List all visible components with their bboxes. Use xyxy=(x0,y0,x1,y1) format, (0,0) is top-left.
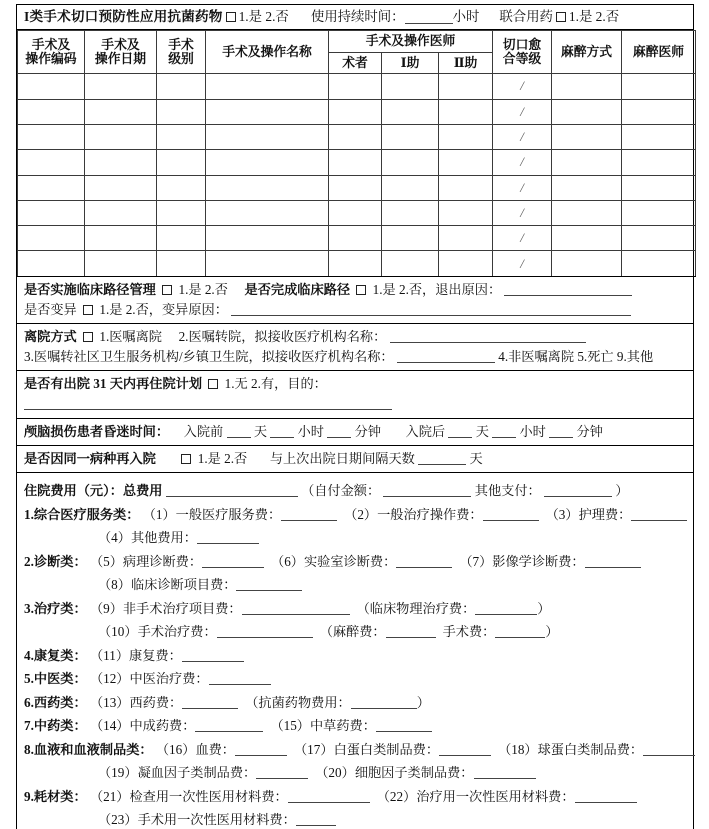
cost-category-name: 治疗类： xyxy=(33,600,87,616)
cell-code[interactable] xyxy=(18,175,85,200)
cost-item-index: （5） xyxy=(89,553,123,569)
cost-item-index: （4） xyxy=(98,530,131,546)
table-row[interactable] xyxy=(18,125,696,150)
cost-item-label: 细胞因子类制品费： xyxy=(354,765,474,781)
same-disease-readmission-section xyxy=(17,446,693,473)
combo-drug-label: 联合用药 xyxy=(499,8,553,24)
cost-item-input[interactable] xyxy=(182,695,238,709)
coma-before-minutes-input[interactable] xyxy=(327,424,351,438)
coma-before-minute-unit: 分钟 xyxy=(354,423,381,439)
cost-category-line xyxy=(24,785,687,809)
coma-before-days-input[interactable] xyxy=(227,424,251,438)
cost-category-line xyxy=(24,738,687,762)
cost-item-label: 检查用一次性医用材料费： xyxy=(129,788,288,804)
cost-item-label: 手术费： xyxy=(442,624,496,640)
readmit-same-options: 1.是 2.否 xyxy=(197,450,248,466)
cell-level[interactable] xyxy=(157,74,206,99)
pathway-implement-checkbox[interactable] xyxy=(162,285,172,295)
cost-item-index: （19） xyxy=(98,765,138,781)
cost-item-index: （3） xyxy=(545,506,579,522)
pathway-implement-options: 1.是 2.否 xyxy=(178,281,228,297)
cost-item-input[interactable] xyxy=(439,742,491,756)
cost-item-index: （8） xyxy=(98,577,131,593)
antibiotic-checkbox[interactable] xyxy=(226,12,236,22)
cost-category-line xyxy=(24,644,687,668)
cost-item-input[interactable] xyxy=(575,789,637,803)
cost-category-line xyxy=(24,573,687,597)
cost-item-label: （麻醉费： xyxy=(319,624,386,640)
cost-item-input[interactable] xyxy=(182,648,244,662)
cell-date[interactable] xyxy=(85,226,157,251)
cost-item-index: （2） xyxy=(344,506,378,522)
table-row[interactable] xyxy=(18,200,696,225)
cost-item-label: 治疗用一次性医用材料费： xyxy=(416,788,575,804)
cell-anesthesia[interactable] xyxy=(552,175,622,200)
cost-item-label: 中草药费： xyxy=(310,718,376,734)
cost-item-index: （15） xyxy=(270,718,310,734)
cost-item-input[interactable] xyxy=(217,624,313,638)
cost-item-label: 一般医疗服务费： xyxy=(175,506,282,522)
cost-item-input[interactable] xyxy=(483,507,539,521)
cell-anesthesia[interactable] xyxy=(552,150,622,175)
coma-after-admission-label: 入院后 xyxy=(405,423,446,439)
cell-date[interactable] xyxy=(85,99,157,124)
cost-item-index: （1） xyxy=(142,506,176,522)
table-header-row-1 xyxy=(18,31,696,53)
antibiotic-options: 1.是 2.否 xyxy=(238,8,289,24)
discharge-option-3: 3.医嘱转社区卫生服务机构/乡镇卫生院，拟接收医疗机构名称： xyxy=(24,349,394,365)
cost-item-tail: ） xyxy=(416,694,430,710)
antibiotic-title: I类手术切口预防性应用抗菌药物 xyxy=(24,9,223,25)
surgery-table-wrapper xyxy=(17,30,693,277)
cost-item-index: （6） xyxy=(271,553,304,569)
cost-item-input[interactable] xyxy=(202,554,264,568)
cost-item-input[interactable] xyxy=(474,765,536,779)
cell-wound[interactable]: / xyxy=(493,99,552,124)
cell-anesthetist[interactable] xyxy=(622,251,696,276)
discharge-option-1: 1.医嘱离院 xyxy=(99,328,162,344)
cell-surgeon[interactable] xyxy=(329,74,382,99)
cost-item-input[interactable] xyxy=(351,695,417,709)
cost-item-tail: ） xyxy=(545,624,559,640)
cost-item-index: （22） xyxy=(376,788,417,804)
cell-date[interactable] xyxy=(85,125,157,150)
cost-item-label: 临床诊断项目费： xyxy=(130,577,237,593)
table-row[interactable] xyxy=(18,175,696,200)
cost-item-label: 手术治疗费： xyxy=(137,624,217,640)
cost-category-line xyxy=(24,620,687,644)
discharge-option-tail: 4.非医嘱离院 5.死亡 9.其他 xyxy=(498,349,654,365)
form-frame xyxy=(16,4,694,829)
cost-category-number: 6. xyxy=(24,694,34,710)
antibiotic-prophylaxis-row xyxy=(17,5,693,30)
cell-assist2[interactable] xyxy=(439,226,493,251)
cost-total-row xyxy=(24,479,687,503)
cell-date[interactable] xyxy=(85,150,157,175)
readmission-plan-section xyxy=(17,371,693,419)
cell-surgeon[interactable] xyxy=(329,99,382,124)
cell-wound[interactable]: / xyxy=(493,74,552,99)
cost-item-label: 护理费： xyxy=(578,506,632,522)
cost-item-input[interactable] xyxy=(236,577,302,591)
cell-anesthetist[interactable] xyxy=(622,125,696,150)
cost-item-input[interactable] xyxy=(296,812,336,826)
duration-unit: 小时 xyxy=(452,8,480,24)
cost-item-index: （17） xyxy=(294,741,334,757)
cell-anesthesia[interactable] xyxy=(552,74,622,99)
col-anesthesia-method: 麻醉方式 xyxy=(552,31,622,74)
self-pay-label: （自付金额： xyxy=(301,483,381,499)
table-row[interactable] xyxy=(18,226,696,251)
other-pay-input[interactable] xyxy=(544,483,612,497)
cost-category-number: 5. xyxy=(24,671,34,687)
cell-anesthetist[interactable] xyxy=(622,226,696,251)
combo-drug-checkbox[interactable] xyxy=(556,12,566,22)
cell-surgeon[interactable] xyxy=(329,251,382,276)
cell-wound[interactable]: / xyxy=(493,175,552,200)
cost-item-input[interactable] xyxy=(643,742,695,756)
cell-assist1[interactable] xyxy=(382,200,439,225)
cost-item-index: （10） xyxy=(98,624,138,640)
cell-anesthetist[interactable] xyxy=(622,175,696,200)
cost-item-label: （临床物理治疗费： xyxy=(356,600,476,616)
cell-assist2[interactable] xyxy=(439,200,493,225)
coma-before-hours-input[interactable] xyxy=(270,424,294,438)
cell-assist1[interactable] xyxy=(382,175,439,200)
cell-name[interactable] xyxy=(206,74,329,99)
cell-assist2[interactable] xyxy=(439,150,493,175)
cost-category-number: 8. xyxy=(24,741,34,757)
readmit-plan-options: 1.无 2.有，目的： xyxy=(224,375,327,391)
cost-item-label: 中医治疗费： xyxy=(129,671,209,687)
self-pay-input[interactable] xyxy=(383,483,471,497)
cell-code[interactable] xyxy=(18,200,85,225)
cell-wound[interactable]: / xyxy=(493,251,552,276)
close-paren: ） xyxy=(615,483,629,499)
cost-item-label: 其他费用： xyxy=(130,530,197,546)
cost-item-input[interactable] xyxy=(195,718,263,732)
pathway-variance-reason-input[interactable] xyxy=(231,302,631,316)
cost-item-input[interactable] xyxy=(209,671,271,685)
readmit-interval-label: 与上次出院日期间隔天数 xyxy=(269,450,415,466)
cost-item-index: （9） xyxy=(89,600,123,616)
cost-item-input[interactable] xyxy=(281,507,337,521)
cell-surgeon[interactable] xyxy=(329,200,382,225)
coma-after-minutes-input[interactable] xyxy=(549,424,573,438)
pathway-complete-options: 1.是 2.否，退出原因： xyxy=(372,281,502,297)
discharge-method-section xyxy=(17,324,693,371)
col-operation-code-l2: 操作编码 xyxy=(25,52,77,67)
cell-anesthesia[interactable] xyxy=(552,125,622,150)
cell-assist2[interactable] xyxy=(439,99,493,124)
cell-code[interactable] xyxy=(18,150,85,175)
col-assistant-2: Ⅱ助 xyxy=(439,52,493,74)
cell-surgeon[interactable] xyxy=(329,175,382,200)
col-operation-level xyxy=(157,31,206,74)
cost-item-input[interactable] xyxy=(288,789,370,803)
table-row[interactable] xyxy=(18,99,696,124)
cost-category-line xyxy=(24,503,687,527)
cost-item-label: 血费： xyxy=(195,741,235,757)
cost-item-label: 非手术治疗项目费： xyxy=(122,600,242,616)
cost-category-name: 中医类： xyxy=(33,671,87,687)
cell-assist1[interactable] xyxy=(382,150,439,175)
cost-item-label: 一般治疗操作费： xyxy=(377,506,483,522)
cost-category-line xyxy=(24,526,687,550)
cell-date[interactable] xyxy=(85,251,157,276)
readmit-plan-checkbox[interactable] xyxy=(208,379,218,389)
col-operation-name: 手术及操作名称 xyxy=(206,31,329,74)
cost-category-number: 7. xyxy=(24,718,34,734)
cell-anesthesia[interactable] xyxy=(552,200,622,225)
cell-code[interactable] xyxy=(18,74,85,99)
cost-item-index: （21） xyxy=(89,788,130,804)
cost-category-line xyxy=(24,597,687,621)
col-surgeon: 术者 xyxy=(329,52,382,74)
cost-item-label: 病理诊断费： xyxy=(122,553,203,569)
coma-after-hour-unit: 小时 xyxy=(519,423,546,439)
discharge-line-1 xyxy=(24,327,687,347)
coma-after-minute-unit: 分钟 xyxy=(576,423,603,439)
cost-category-name: 西药类： xyxy=(33,694,87,710)
cost-item-input[interactable] xyxy=(495,624,545,638)
cost-category-name: 中药类： xyxy=(33,718,87,734)
col-anesthetist: 麻醉医师 xyxy=(622,31,696,74)
discharge-title: 离院方式 xyxy=(24,328,77,344)
cost-item-index: （13） xyxy=(89,694,130,710)
pathway-complete-checkbox[interactable] xyxy=(356,285,366,295)
cell-date[interactable] xyxy=(85,175,157,200)
readmit-interval-unit: 天 xyxy=(469,450,483,466)
cell-name[interactable] xyxy=(206,150,329,175)
cost-item-input[interactable] xyxy=(235,742,287,756)
discharge-community-institution-input[interactable] xyxy=(397,349,495,363)
cell-code[interactable] xyxy=(18,125,85,150)
cell-wound[interactable]: / xyxy=(493,226,552,251)
col-wound-healing-grade-l1: 切口愈 xyxy=(502,37,542,52)
clinical-pathway-section xyxy=(17,277,693,324)
cost-item-index: （14） xyxy=(89,718,130,734)
table-row[interactable] xyxy=(18,251,696,276)
duration-label: 使用持续时间： xyxy=(310,8,405,24)
cell-name[interactable] xyxy=(206,251,329,276)
col-operation-date-l2: 操作日期 xyxy=(94,52,147,67)
cell-surgeon[interactable] xyxy=(329,125,382,150)
cost-category-line xyxy=(24,667,687,691)
cost-item-label: 西药费： xyxy=(129,694,183,710)
cell-name[interactable] xyxy=(206,226,329,251)
cost-item-label: 实验室诊断费： xyxy=(304,553,397,569)
cost-item-input[interactable] xyxy=(242,601,350,615)
readmit-plan-label: 是否有出院 31 天内再住院计划 xyxy=(24,375,203,391)
cell-name[interactable] xyxy=(206,175,329,200)
cost-item-label: 白蛋白类制品费： xyxy=(333,741,440,757)
coma-after-day-unit: 天 xyxy=(475,423,489,439)
coma-label: 颅脑损伤患者昏迷时间： xyxy=(24,423,170,439)
col-operation-code-l1: 手术及 xyxy=(31,37,71,52)
cell-assist1[interactable] xyxy=(382,99,439,124)
discharge-transfer-institution-input[interactable] xyxy=(390,329,586,343)
cell-level[interactable] xyxy=(157,150,206,175)
cell-level[interactable] xyxy=(157,226,206,251)
readmit-same-label: 是否因同一病种再入院 xyxy=(24,450,156,466)
cost-item-label: 中成药费： xyxy=(129,718,196,734)
cost-item-input[interactable] xyxy=(386,624,436,638)
cost-item-input[interactable] xyxy=(396,554,452,568)
col-wound-healing-grade-l2: 合等级 xyxy=(502,52,542,67)
cost-category-name: 诊断类： xyxy=(33,553,87,569)
cell-assist1[interactable] xyxy=(382,74,439,99)
cost-item-index: （20） xyxy=(315,765,355,781)
cell-code[interactable] xyxy=(18,226,85,251)
col-operation-level-l1: 手术 xyxy=(168,37,194,52)
pathway-line-2 xyxy=(24,300,687,320)
cell-wound[interactable]: / xyxy=(493,150,552,175)
cell-level[interactable] xyxy=(157,200,206,225)
cell-anesthesia[interactable] xyxy=(552,226,622,251)
cell-level[interactable] xyxy=(157,125,206,150)
cost-item-label: 影像学诊断费： xyxy=(492,553,585,569)
cost-category-number: 1. xyxy=(24,506,34,522)
cost-category-line xyxy=(24,761,687,785)
cell-assist2[interactable] xyxy=(439,175,493,200)
costs-title: 住院费用（元）：总费用 xyxy=(24,483,163,499)
cost-category-number: 9. xyxy=(24,788,34,804)
cell-assist1[interactable] xyxy=(382,251,439,276)
cell-wound[interactable]: / xyxy=(493,125,552,150)
coma-before-hour-unit: 小时 xyxy=(297,423,324,439)
cost-item-label: 手术用一次性医用材料费： xyxy=(137,812,296,828)
cost-item-input[interactable] xyxy=(256,765,308,779)
cost-item-input[interactable] xyxy=(475,601,537,615)
combo-drug-options: 1.是 2.否 xyxy=(568,8,620,24)
readmit-interval-input[interactable] xyxy=(418,451,466,465)
discharge-checkbox[interactable] xyxy=(83,332,93,342)
cell-assist1[interactable] xyxy=(382,125,439,150)
col-operation-date xyxy=(85,31,157,74)
table-row[interactable] xyxy=(18,74,696,99)
cell-date[interactable] xyxy=(85,74,157,99)
cell-level[interactable] xyxy=(157,99,206,124)
readmit-same-checkbox[interactable] xyxy=(181,454,191,464)
col-operation-date-l1: 手术及 xyxy=(101,37,140,52)
cell-date[interactable] xyxy=(85,200,157,225)
pathway-implement-label: 是否实施临床路径管理 xyxy=(24,281,156,297)
cost-category-line xyxy=(24,691,687,715)
cost-item-index: （12） xyxy=(89,671,130,687)
cost-item-index: （16） xyxy=(155,741,196,757)
pathway-complete-label: 是否完成临床路径 xyxy=(244,281,351,297)
other-pay-label: 其他支付： xyxy=(474,483,541,499)
cost-category-line xyxy=(24,808,687,829)
cost-item-input[interactable] xyxy=(585,554,641,568)
cell-anesthetist[interactable] xyxy=(622,74,696,99)
cost-item-tail: ） xyxy=(537,600,551,616)
surgery-table-body xyxy=(18,74,696,276)
coma-after-hours-input[interactable] xyxy=(492,424,516,438)
cost-item-index: （11） xyxy=(89,647,130,663)
cell-assist2[interactable] xyxy=(439,74,493,99)
col-operation-level-l2: 级别 xyxy=(168,52,194,67)
surgery-operations-table xyxy=(17,30,696,277)
col-wound-healing-grade xyxy=(493,31,552,74)
cell-anesthesia[interactable] xyxy=(552,251,622,276)
col-assistant-1: Ⅰ助 xyxy=(382,52,439,74)
pathway-variance-label: 是否变异 xyxy=(24,302,77,318)
cell-surgeon[interactable] xyxy=(329,150,382,175)
col-operation-code xyxy=(18,31,85,74)
coma-after-days-input[interactable] xyxy=(448,424,472,438)
cell-level[interactable] xyxy=(157,251,206,276)
cost-item-index: （7） xyxy=(459,553,493,569)
cell-name[interactable] xyxy=(206,99,329,124)
cost-categories-container xyxy=(24,503,687,829)
cell-anesthetist[interactable] xyxy=(622,150,696,175)
cost-item-input[interactable] xyxy=(197,530,259,544)
cost-category-name: 综合医疗服务类： xyxy=(33,506,140,522)
cost-category-number: 3. xyxy=(24,600,34,616)
cell-code[interactable] xyxy=(18,99,85,124)
cell-level[interactable] xyxy=(157,175,206,200)
cost-item-input[interactable] xyxy=(631,507,687,521)
cost-item-input[interactable] xyxy=(376,718,432,732)
cost-item-label: 康复费： xyxy=(129,647,182,663)
readmit-plan-purpose-input[interactable] xyxy=(24,396,392,410)
cell-code[interactable] xyxy=(18,251,85,276)
cell-surgeon[interactable] xyxy=(329,226,382,251)
cell-anesthetist[interactable] xyxy=(622,200,696,225)
cell-anesthetist[interactable] xyxy=(622,99,696,124)
cost-category-number: 2. xyxy=(24,553,34,569)
cell-wound[interactable]: / xyxy=(493,200,552,225)
cell-assist2[interactable] xyxy=(439,125,493,150)
table-row[interactable] xyxy=(18,150,696,175)
cost-item-index: （23） xyxy=(98,812,138,828)
cost-item-label: （抗菌药物费用： xyxy=(245,694,351,710)
coma-before-admission-label: 入院前 xyxy=(183,423,224,439)
cost-category-name: 耗材类： xyxy=(33,788,87,804)
hospitalization-costs-section xyxy=(17,473,693,829)
discharge-line-2 xyxy=(24,347,687,367)
discharge-option-2: 2.医嘱转院，拟接收医疗机构名称： xyxy=(178,328,387,344)
coma-before-day-unit: 天 xyxy=(253,423,267,439)
pathway-exit-reason-input[interactable] xyxy=(504,282,632,296)
duration-input[interactable] xyxy=(405,10,453,24)
total-cost-input[interactable] xyxy=(166,483,298,497)
coma-duration-section xyxy=(17,419,693,446)
cost-category-line xyxy=(24,550,687,574)
cell-assist1[interactable] xyxy=(382,226,439,251)
cost-category-line xyxy=(24,714,687,738)
pathway-variance-checkbox[interactable] xyxy=(83,305,93,315)
cell-assist2[interactable] xyxy=(439,251,493,276)
cell-name[interactable] xyxy=(206,125,329,150)
pathway-line-1 xyxy=(24,280,687,300)
pathway-variance-options: 1.是 2.否，变异原因： xyxy=(99,302,228,318)
cell-anesthesia[interactable] xyxy=(552,99,622,124)
cost-item-label: 球蛋白类制品费： xyxy=(537,741,644,757)
cost-item-index: （18） xyxy=(498,741,538,757)
cost-category-name: 血液和血液制品类： xyxy=(33,741,153,757)
cell-name[interactable] xyxy=(206,200,329,225)
cost-item-label: 凝血因子类制品费： xyxy=(137,765,257,781)
cost-category-number: 4. xyxy=(24,647,34,663)
cost-category-name: 康复类： xyxy=(33,647,87,663)
col-doctor-group: 手术及操作医师 xyxy=(329,31,493,53)
